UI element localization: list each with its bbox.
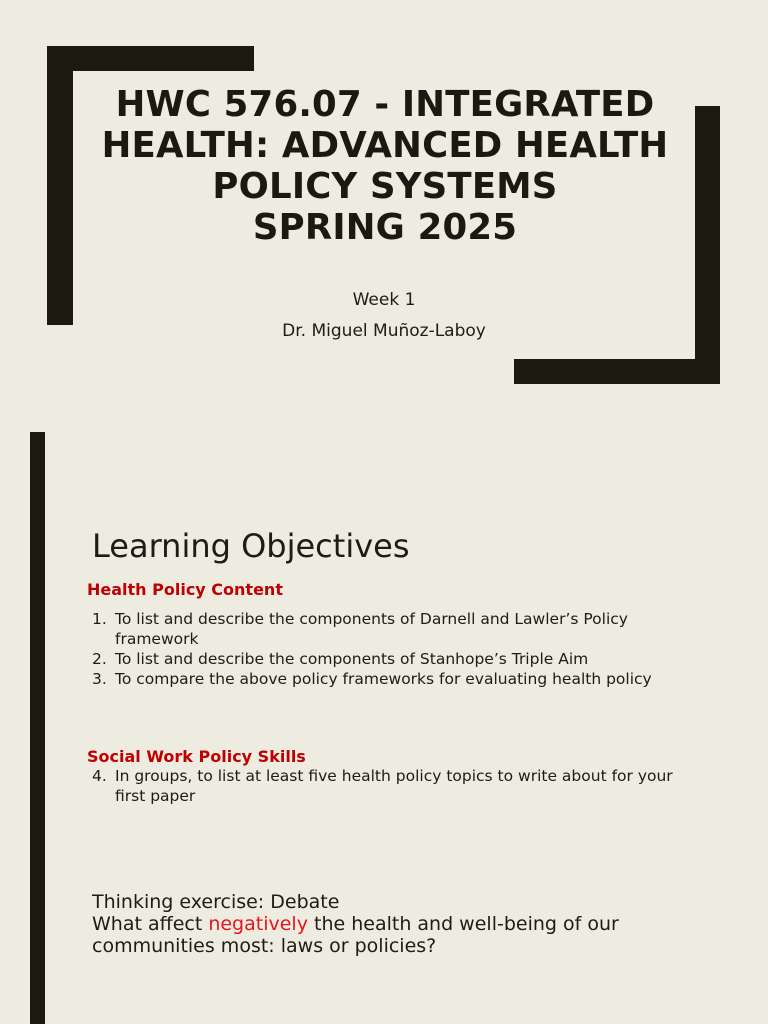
list-item-number: 1.	[92, 610, 107, 628]
course-title-line: POLICY SYSTEMS	[212, 166, 558, 207]
list-item-text: In groups, to list at least five health policy topics to write about for your first paper	[115, 767, 673, 805]
frame-bracket-bottom-right	[514, 359, 720, 384]
debate-text-segment: What affect	[92, 913, 209, 935]
slide-accent-bar	[30, 866, 45, 1024]
course-title-line: SPRING 2025	[252, 207, 518, 248]
debate-prompt	[92, 891, 712, 957]
debate-question-line	[92, 913, 712, 935]
section-label-content: Health Policy Content	[87, 580, 283, 599]
list-item-text: To list and describe the components of Stanhope’s Triple Aim	[115, 649, 589, 668]
objectives-list-content	[92, 610, 692, 690]
section-label-skills: Social Work Policy Skills	[87, 747, 306, 766]
list-item-number: 4.	[92, 767, 107, 785]
objectives-list-skills	[92, 767, 692, 807]
debate-line: communities most: laws or policies?	[92, 935, 437, 957]
debate-highlight-word: negatively	[208, 913, 308, 935]
debate-text-segment: the health and well-being of our	[307, 913, 619, 935]
course-title-line: HEALTH: ADVANCED HEALTH	[101, 125, 669, 166]
slide-accent-bar	[30, 432, 45, 866]
list-item-text: To compare the above policy frameworks for evaluating health policy	[115, 669, 652, 688]
objectives-slide	[0, 432, 768, 866]
list-item-text: To list and describe the components of Darnell and Lawler’s Policy framework	[115, 610, 628, 648]
list-item-number: 3.	[92, 669, 107, 688]
course-title-line: HWC 576.07 - INTEGRATED	[115, 84, 655, 125]
week-label: Week 1	[352, 290, 416, 310]
list-item	[92, 767, 692, 806]
list-item	[92, 610, 692, 649]
frame-bracket-top-left	[47, 46, 254, 71]
objectives-heading: Learning Objectives	[92, 527, 410, 565]
list-item	[92, 650, 692, 670]
course-title	[60, 84, 710, 248]
instructor-name: Dr. Miguel Muñoz-Laboy	[282, 321, 486, 341]
debate-line: Thinking exercise: Debate	[92, 891, 340, 913]
list-item	[92, 670, 692, 690]
list-item-number: 2.	[92, 649, 107, 668]
title-slide	[0, 0, 768, 432]
debate-slide	[0, 866, 768, 1024]
